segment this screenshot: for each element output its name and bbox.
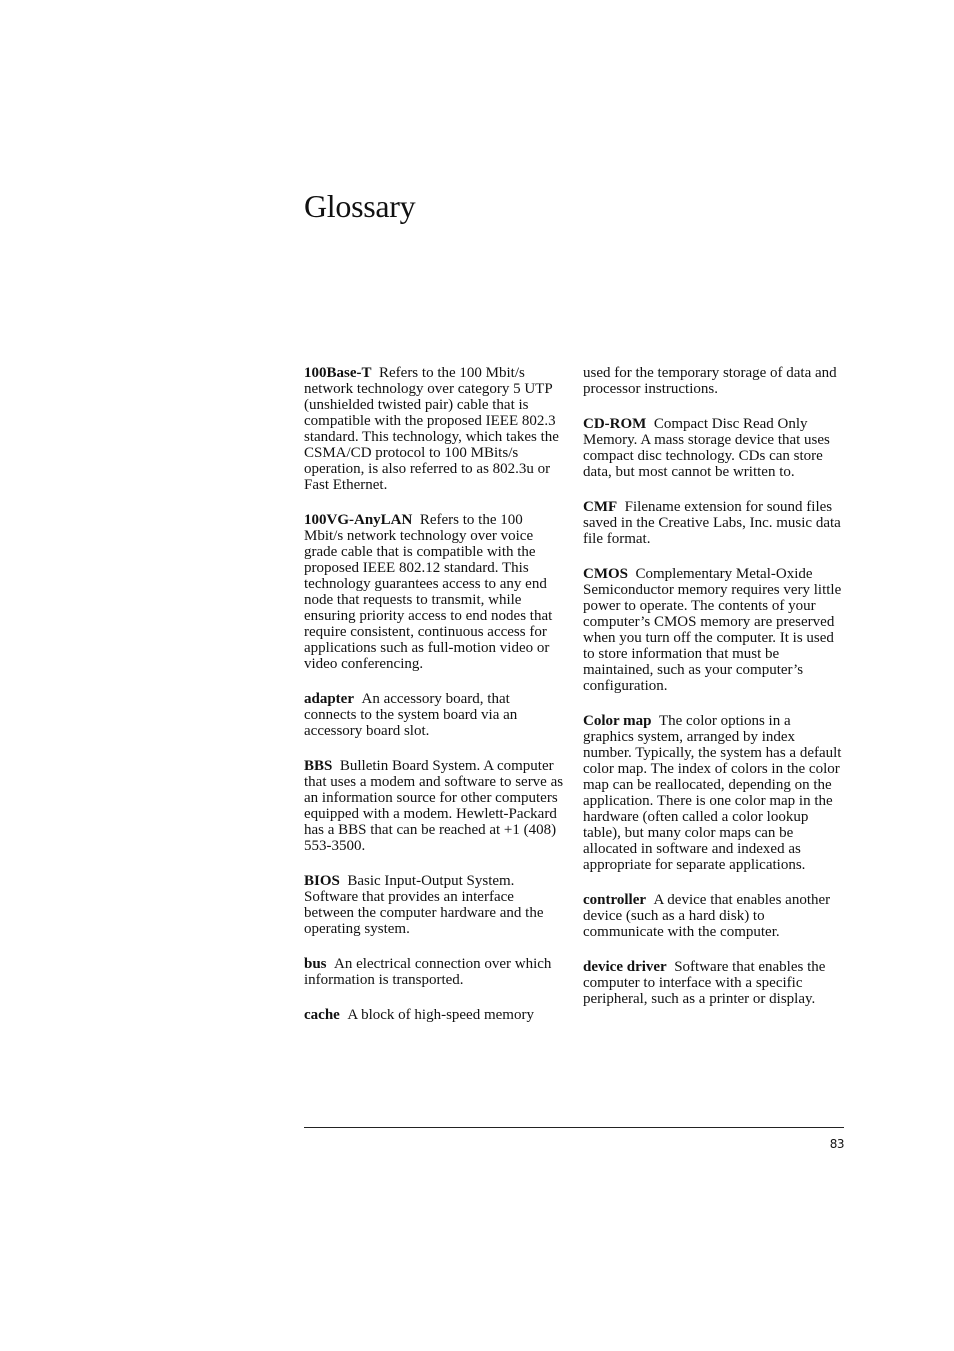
glossary-term: adapter xyxy=(304,691,354,707)
footer-divider xyxy=(304,1127,844,1128)
glossary-term: bus xyxy=(304,956,327,972)
glossary-term: controller xyxy=(583,892,647,908)
glossary-entry-color-map xyxy=(583,713,843,873)
glossary-definition: Filename extension for sound files saved in the Creative Labs, Inc. music data file format. xyxy=(583,499,841,547)
glossary-definition: Software that enables the computer to interface with a specific peripheral, such as a printer or display. xyxy=(583,959,826,1007)
glossary-definition: An electrical connection over which information is transported. xyxy=(304,956,552,988)
glossary-entry-bios xyxy=(304,873,564,937)
glossary-term: cache xyxy=(304,1007,340,1023)
glossary-entry-cache xyxy=(304,1007,564,1023)
page-title: Glossary xyxy=(304,188,416,224)
glossary-entry-100vg-anylan xyxy=(304,512,564,672)
glossary-entry-cmf xyxy=(583,499,843,547)
glossary-term: BBS xyxy=(304,758,333,774)
glossary-term: Color map xyxy=(583,713,652,729)
glossary-entry-100base-t xyxy=(304,365,564,493)
glossary-entry-cmos xyxy=(583,566,843,694)
glossary-column-right xyxy=(583,365,843,1026)
glossary-term: BIOS xyxy=(304,873,340,889)
glossary-term: CMOS xyxy=(583,566,628,582)
glossary-entry-cache-continued: used for the temporary storage of data and processor instructions. xyxy=(583,365,837,397)
glossary-definition: Compact Disc Read Only Memory. A mass storage device that uses compact disc technology. CDs can store data, but most cannot be written to. xyxy=(583,416,830,480)
glossary-entry-cd-rom xyxy=(583,416,843,480)
glossary-definition: The color options in a graphics system, arranged by index number. Typically, the system has a default color map. The index of colors in the color map can be reallocated, depending on the application. There is one color map in the hardware (often called a color lookup table), but many color maps can be allocated in software and indexed as appropriate for separate applications. xyxy=(583,713,842,873)
glossary-term: 100VG-AnyLAN xyxy=(304,512,413,528)
glossary-definition: Complementary Metal-Oxide Semiconductor memory requires very little power to operate. The contents of your computer’s CMOS memory are preserved when you turn off the computer. It is used to store information that must be maintained, such as your computer’s configuration. xyxy=(583,566,842,694)
glossary-column-left xyxy=(304,365,564,1042)
glossary-entry-bbs xyxy=(304,758,564,854)
glossary-term: CMF xyxy=(583,499,618,515)
glossary-term: 100Base-T xyxy=(304,365,372,381)
glossary-definition: Refers to the 100 Mbit/s network technology over category 5 UTP (unshielded twisted pair) cable that is compatible with the proposed IEEE 802.3 standard. This technology, which takes the CSMA/CD protocol to 100 MBits/s operation, is also referred to as 802.3u or Fast Ethernet. xyxy=(304,365,559,493)
glossary-entry-device-driver xyxy=(583,959,843,1007)
glossary-definition: Bulletin Board System. A computer that uses a modem and software to serve as an information source for other computers equipped with a modem. Hewlett-Packard has a BBS that can be reached at +1 (408) 553-3500. xyxy=(304,758,564,854)
glossary-definition: A device that enables another device (such as a hard disk) to communicate with the computer. xyxy=(583,892,831,940)
glossary-term: device driver xyxy=(583,959,667,975)
glossary-definition: Basic Input-Output System. Software that provides an interface between the computer hardware and the operating system. xyxy=(304,873,544,937)
glossary-entry-adapter xyxy=(304,691,564,739)
glossary-entry-bus xyxy=(304,956,564,988)
page-number: 83 xyxy=(829,1137,844,1151)
glossary-definition: A block of high-speed memory xyxy=(347,1007,534,1023)
glossary-term: CD-ROM xyxy=(583,416,647,432)
glossary-definition: An accessory board, that connects to the system board via an accessory board slot. xyxy=(304,691,518,739)
glossary-definition: Refers to the 100 Mbit/s network technology over voice grade cable that is compatible with the proposed IEEE 802.12 standard. This technology guarantees access to any end node that requests to transmit, while ensuring priority access to end nodes that require consistent, continuous access for applications such as full-motion video or video conferencing. xyxy=(304,512,553,672)
glossary-entry-controller xyxy=(583,892,843,940)
